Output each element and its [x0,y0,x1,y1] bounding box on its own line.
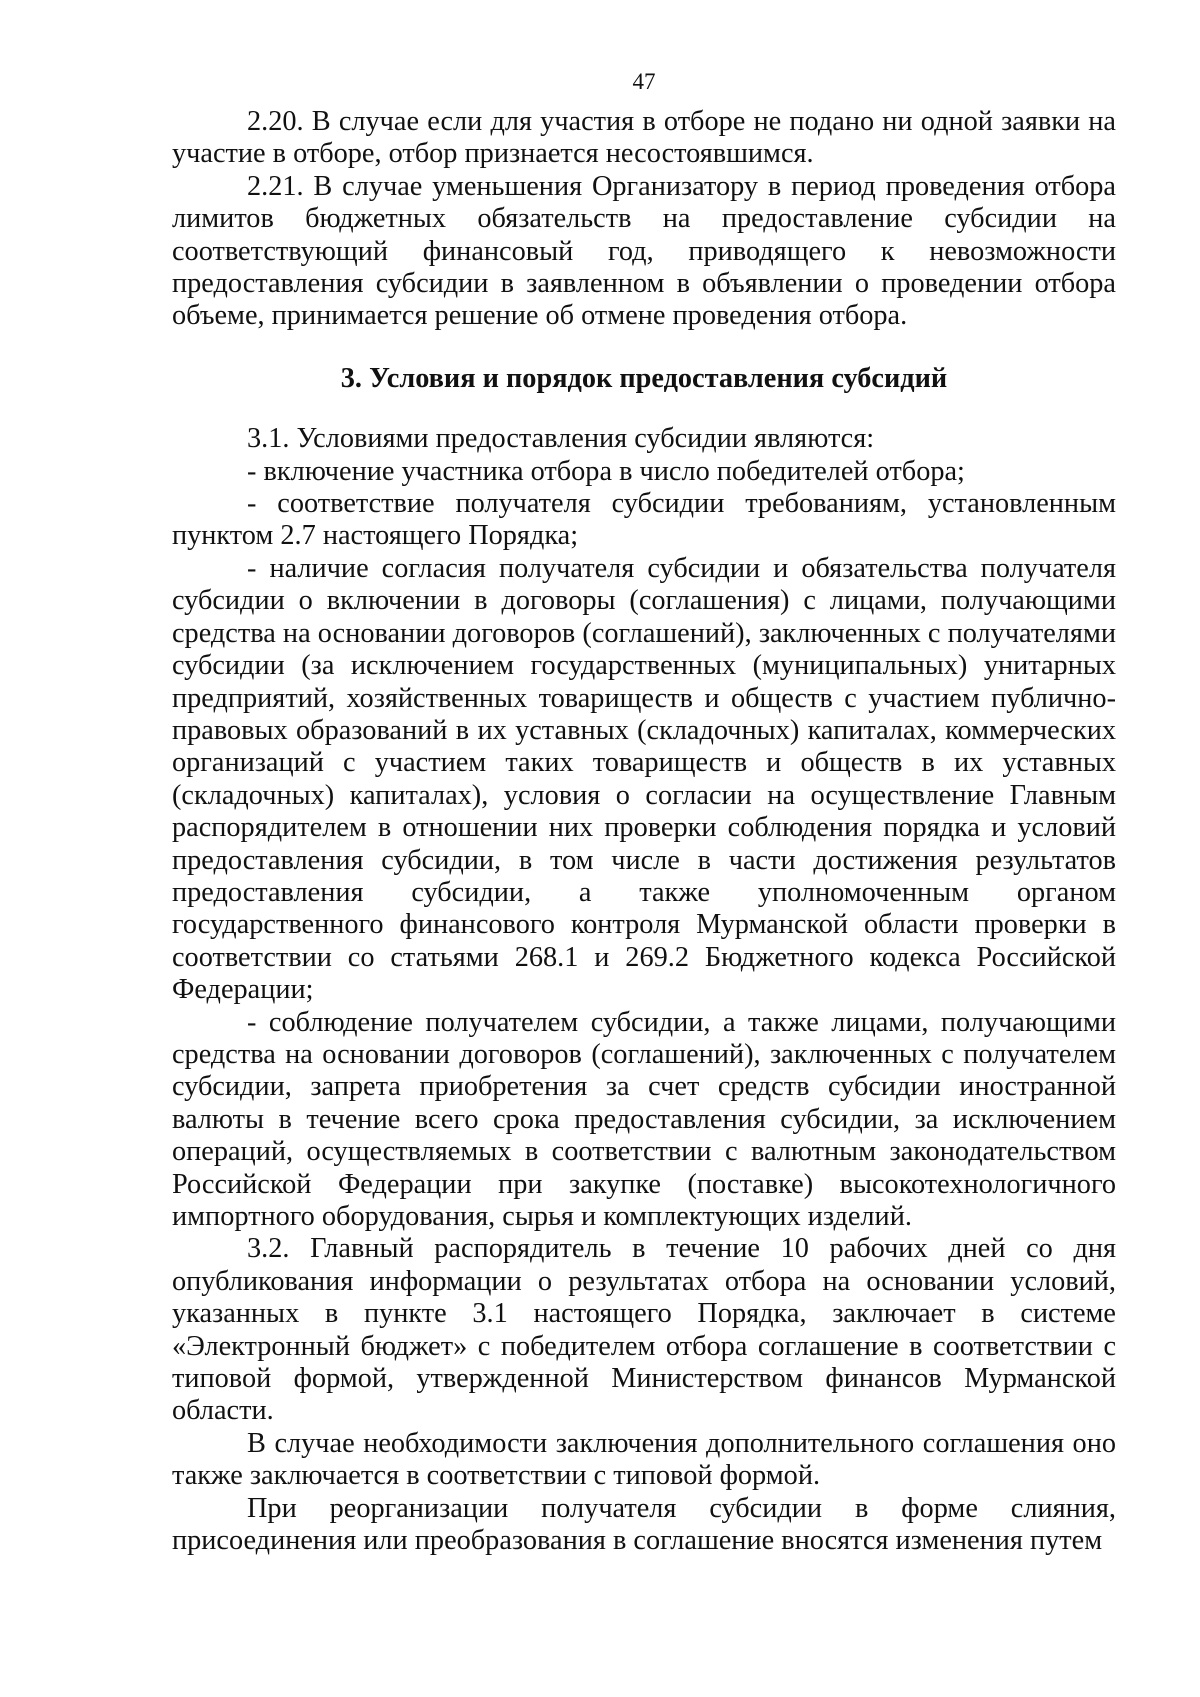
list-item-currency-ban: - соблюдение получателем субсидии, а также лицами, получающими средства на основании договоров (соглашений), заключенных с получателем субсидии, запрета приобретения за счет средств субсидии иностранной валюты в течение всего срока предоставления субсидии, за исключением операций, осуществляемых в соответствии с валютным законодательством Российской Федерации при закупке (поставке) высокотехнологичного импортного оборудования, сырья и комплектующих изделий. [172,1006,1116,1232]
paragraph-2-21: 2.21. В случае уменьшения Организатору в период проведения отбора лимитов бюджетных обязательств на предоставление субсидии на соответствующий финансовый год, приводящего к невозможности предоставления субсидии в заявленном в объявлении о проведении отбора объеме, принимается решение об отмене проведения отбора. [172,170,1116,332]
section-3-heading: 3. Условия и порядок предоставления субсидий [340,362,948,394]
paragraph-3-2: 3.2. Главный распорядитель в течение 10 рабочих дней со дня опубликования информации о результатах отбора на основании условий, указанных в пункте 3.1 настоящего Порядка, заключает в системе «Электронный бюджет» с победителем отбора соглашение в соответствии с типовой формой, утвержденной Министерством финансов Мурманской области. [172,1233,1116,1427]
paragraph-3-1: 3.1. Условиями предоставления субсидии являются: [247,423,875,455]
list-item-compliance: - соответствие получателя субсидии требованиям, установленным пунктом 2.7 настоящего Порядка; [172,488,1116,552]
paragraph-reorganization: При реорганизации получателя субсидии в форме слияния, присоединения или преобразования в соглашение вносятся изменения путем [172,1492,1116,1557]
list-item-consent: - наличие согласия получателя субсидии и обязательства получателя субсидии о включении в договоры (соглашения) с лицами, получающими средства на основании договоров (соглашений), заключенных с получателями субсидии (за исключением государственных (муниципальных) унитарных предприятий, хозяйственных товариществ и обществ с участием публично-правовых образований в их уставных (складочных) капиталах, коммерческих организаций с участием таких товариществ и обществ в их уставных (складочных) капиталах), условия о согласии на осуществление Главным распорядителем в отношении них проверки соблюдения порядка и условий предоставления субсидии, в том числе в части достижения результатов предоставления субсидии, а также уполномоченным органом государственного финансового контроля Мурманской области проверки в соответствии со статьями 268.1 и 269.2 Бюджетного кодекса Российской Федерации; [172,552,1116,1006]
document-page [172,66,1116,1557]
paragraph-2-20: 2.20. В случае если для участия в отборе не подано ни одной заявки на участие в отборе, отбор признается несостоявшимся. [172,106,1116,170]
paragraph-additional-agreement: В случае необходимости заключения дополнительного соглашения оно также заключается в соответствии с типовой формой. [172,1427,1116,1492]
page-number: 47 [632,69,656,94]
list-item-inclusion: - включение участника отбора в число победителей отбора; [247,455,965,487]
